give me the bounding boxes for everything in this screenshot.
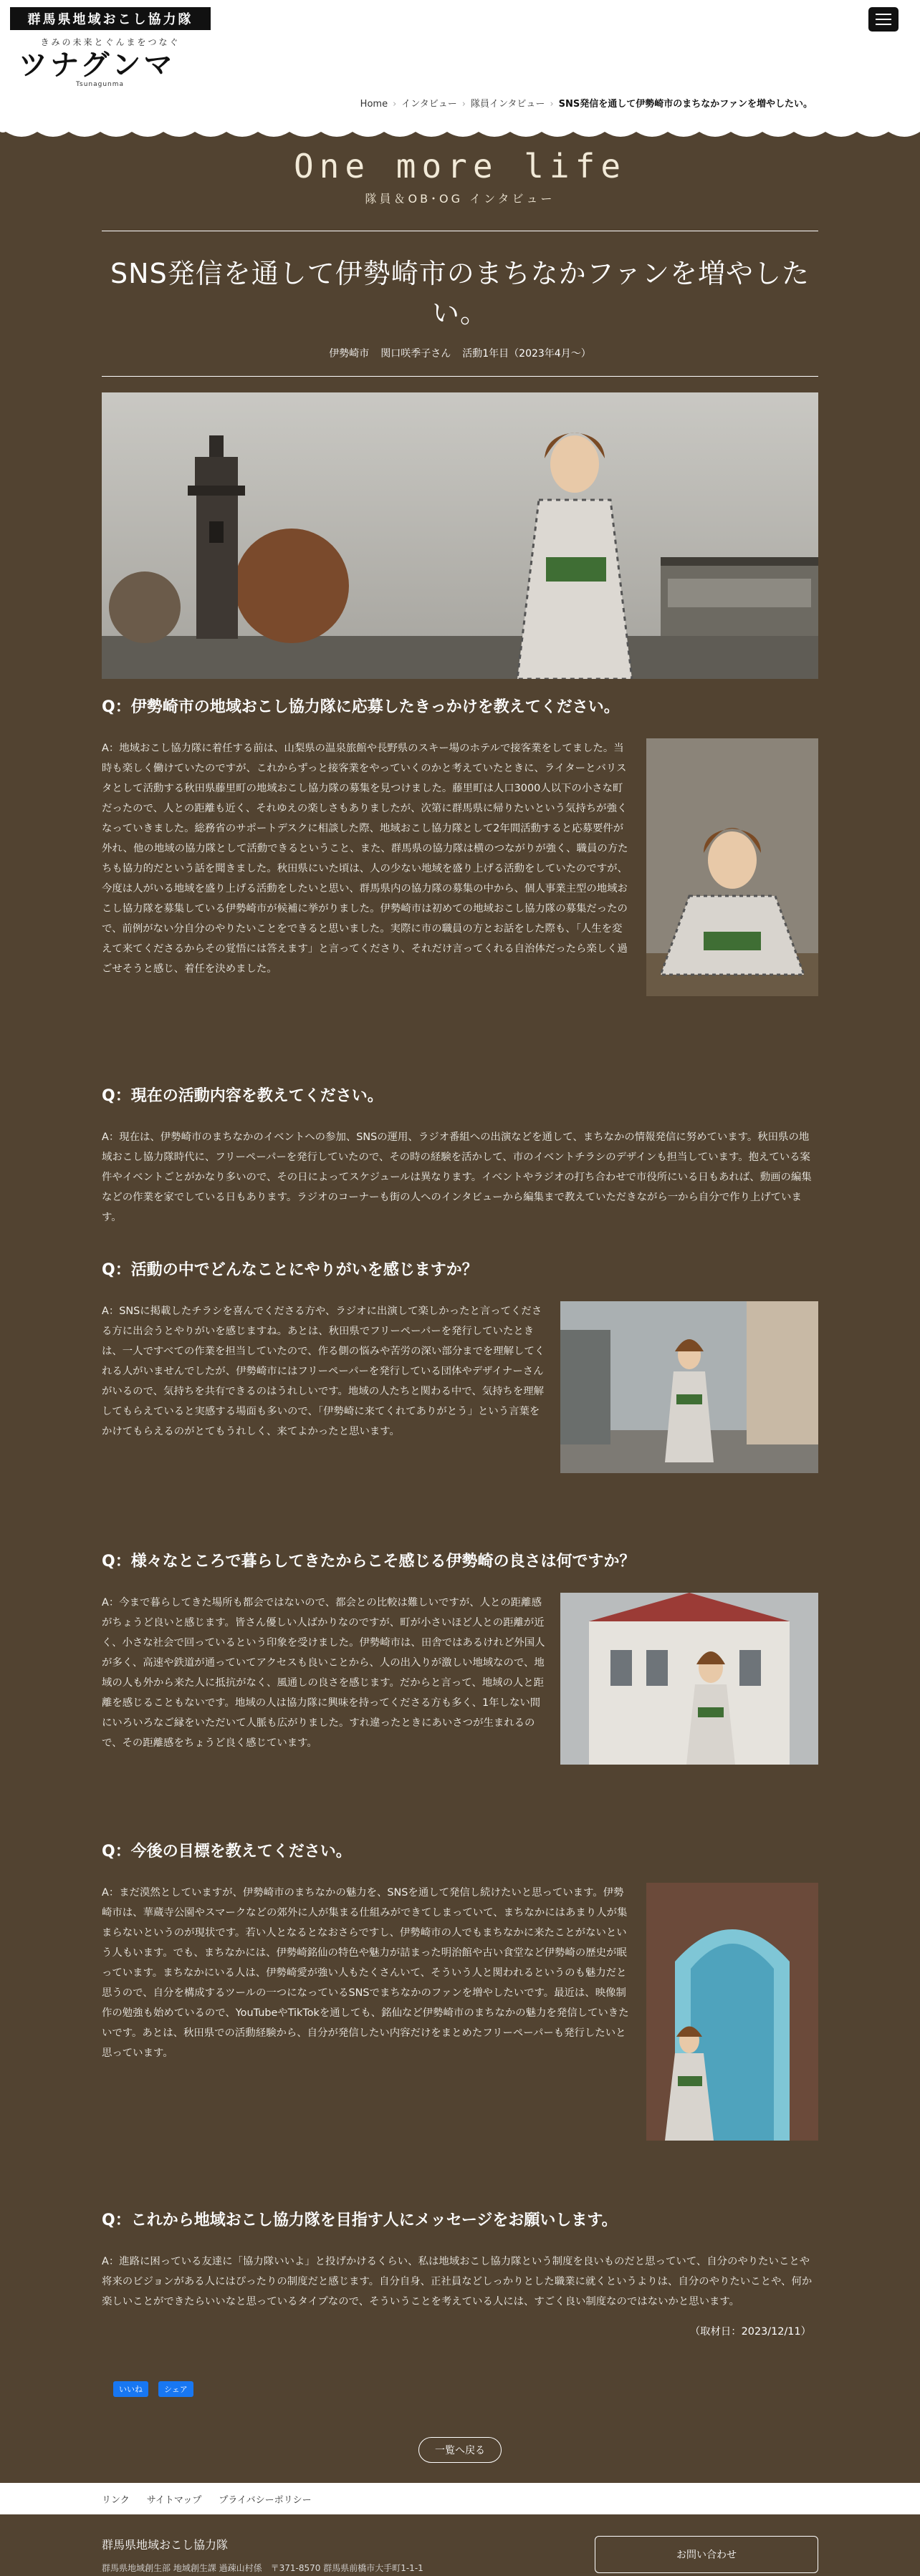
qa-answer: A：SNSに掲載したチラシを喜んでくださる方や、ラジオに出演して楽しかったと言ってくださる方に出会うとやりがいを感じますね。あとは、秋田県でフリーペーパーを発行していたときは、一人ですべての作業を担当していたので、作る側の悩みや苦労の深い部分までを理解してくれる人がいませんでしたが、伊勢崎市にはフリーペーパーを発行している団体やデザイナーさんがいるので、気持ちを共有できるのはうれしいです。地域の人たちと関わる中で、気持ちを理解してもらえていると実感する場面も多いので、「伊勢崎に来てくれてありがとう」という言葉をかけてもらえるのがとてもうれしく、来てよかったと思います。 — [102, 1306, 545, 1437]
breadcrumb-sep-icon: › — [461, 99, 466, 110]
hamburger-line-icon — [876, 14, 891, 15]
qa-question: Q：これから地域おこし協力隊を目指す人にメッセージをお願いします。 — [102, 2211, 618, 2229]
qa-2 — [102, 1084, 818, 1227]
qa-question: Q：活動の中でどんなことにやりがいを感じますか？ — [102, 1261, 478, 1279]
qa-question: Q：現在の活動内容を教えてください。 — [102, 1087, 383, 1105]
logo-main: ツナグンマ — [19, 48, 176, 82]
intro-heading-ja: 隊員＆OB･OG インタビュー — [365, 192, 555, 206]
logo-sub: きみの未来とぐんまをつなぐ — [40, 37, 181, 47]
social-buttons — [102, 2381, 818, 2397]
interview-date: （取材日：2023/12/11） — [689, 2326, 811, 2338]
qa-photo — [560, 1593, 818, 1765]
wave-divider — [0, 127, 920, 142]
hamburger-menu-button[interactable] — [868, 7, 899, 32]
qa-5 — [102, 1839, 818, 2141]
logo-en: Tsunagunma — [76, 81, 125, 88]
meta-name: 関口咲季子さん — [380, 348, 451, 360]
qa-photo-image — [560, 1301, 818, 1473]
footer-links — [0, 2483, 920, 2514]
qa-question: Q：様々なところで暮らしてきたからこそ感じる伊勢崎の良さは何ですか？ — [102, 1553, 636, 1571]
qa-photo-image — [646, 738, 818, 996]
facebook-share-button[interactable]: シェア — [158, 2381, 193, 2397]
breadcrumb-interview[interactable]: インタビュー — [401, 99, 457, 110]
qa-4 — [102, 1549, 818, 1765]
breadcrumb-sep-icon: › — [550, 99, 554, 110]
qa-question: Q：伊勢崎市の地域おこし協力隊に応募したきっかけを教えてください。 — [102, 698, 620, 716]
breadcrumb-current: SNS発信を通して伊勢崎市のまちなかファンを増やしたい。 — [558, 99, 813, 110]
meta-period: 活動1年目（2023年4月〜） — [462, 348, 591, 360]
qa-photo — [646, 738, 818, 996]
site-footer — [0, 2514, 920, 2576]
footer-address: 群馬県地域創生部 地域創生課 過疎山村係 〒371-8570 群馬県前橋市大手町1-1-1 — [102, 2563, 423, 2573]
article — [102, 231, 818, 2483]
qa-answer: A：地域おこし協力隊に着任する前は、山梨県の温泉旅館や長野県のスキー場のホテルで接客業をしてました。当時も楽しく働けていたのですが、これからずっと接客業をやっていくのかと考えていたときに、ライターとバリスタとして活動する秋田県藤里町の地域おこし協力隊の募集を見つけました。藤里町は人口3000人以下の小さな町だったので、人との距離も近く、それゆえの楽しさもありましたが、次第に群馬県に帰りたいという気持ちが強くなっていきました。総務省のサポートデスクに相談した際、地域おこし協力隊として2年間活動すると応募要件が外れ、他の地域の協力隊として活動できるということ、また、群馬県の協力隊は横のつながりが強く、職員の方たちも協力的だという話を聞きました。秋田県にいた頃は、人の少ない地域を盛り上げる活動をしていたのですが、今度は人がいる地域を盛り上げる活動をしたいと思い、群馬県内の協力隊の募集の中から、個人事業主型の地域おこし協力隊を募集している伊勢崎市が候補に挙がりました。伊勢崎市は初めての地域おこし協力隊の募集だったので、前例がない分自分のやりたいことをできると思いました。実際に市の職員の方とお話をした際も、「人生を変えて来てくださるからその覚悟には答えます」と言ってくださり、それだけ言ってくれる自治体だったら楽しく過ごせそうと感じ、着任を決めました。 — [102, 743, 628, 975]
hamburger-line-icon — [876, 24, 891, 25]
qa-answer: A：今まで暮らしてきた場所も都会ではないので、都会との比較は難しいですが、人との距離感がちょうど良いと感じます。皆さん優しい人ばかりなのですが、町が小さいほど人との距離が近く、小さな社会で回っているという印象を受けました。伊勢崎市は、田舎ではあるけれど外国人が多く、高速や鉄道が通っていてアクセスも良いことから、人の出入りが激しい地域なので、地域の人も外から来た人に抵抗がなく、風通しの良さを感じます。だからと言って、地域の人と距離を感じることもないです。地域の人は協力隊に興味を持ってくださる方も多く、1年しない間にいろいろなご縁をいただいて人脈も広がりました。すれ違ったときにあいさつが生まれるので、その距離感をちょうど良く感じています。 — [102, 1597, 545, 1749]
breadcrumb-home[interactable]: Home — [360, 99, 388, 110]
footer-link-links[interactable]: リンク — [102, 2494, 130, 2506]
article-title: SNS発信を通して伊勢崎市のまちなかファンを増やしたい。 — [110, 258, 810, 329]
qa-answer: A：現在は、伊勢崎市のまちなかのイベントへの参加、SNSの運用、ラジオ番組への出演などを通して、まちなかの情報発信に努めています。秋田県の地域おこし協力隊時代に、フリーペーパーを発行していたので、その時の経験を活かして、市のイベントチラシのデザインも担当しています。抱えている案件やイベントごとがかなり多いので、その日によってスケジュールは異なります。イベントやラジオの打ち合わせで市役所にいる日もあれば、動画の編集などの作業を家でしている日もあります。ラジオのコーナーも街の人へのインタビューから編集まで教えていただきながら一から自分で作り上げています。 — [102, 1132, 812, 1223]
hero-photo — [102, 392, 818, 679]
footer-org-name: 群馬県地域おこし協力隊 — [102, 2538, 229, 2552]
hamburger-line-icon — [876, 19, 891, 20]
contact-button[interactable]: お問い合わせ — [595, 2536, 818, 2573]
breadcrumb-member-interview[interactable]: 隊員インタビュー — [470, 99, 545, 110]
logo-top: 群馬県地域おこし協力隊 — [10, 7, 211, 30]
footer-link-sitemap[interactable]: サイトマップ — [146, 2494, 202, 2506]
meta-city: 伊勢崎市 — [329, 348, 370, 360]
qa-3 — [102, 1258, 818, 1473]
qa-photo-image — [646, 1883, 818, 2141]
breadcrumb-sep-icon: › — [393, 99, 397, 110]
back-wrap — [102, 2437, 818, 2483]
qa-answer: A：まだ漠然としていますが、伊勢崎市のまちなかの魅力を、SNSを通して発信し続けたいと思っています。伊勢崎市は、華蔵寺公園やスマークなどの郊外に人が集まる仕組みができてしまっていて、まちなかにはあまり人が集まらないというのが現状です。若い人となるとなおさらですし、伊勢崎市の人でもまちなかに来たことがないという人もいます。でも、まちなかには、伊勢崎銘仙の特色や魅力が詰まった明治館や古い食堂など伊勢崎の歴史が眠っています。まちなかにいる人は、伊勢崎愛が強い人もたくさんいて、そういう人と関われるというのも魅力だと思うので、自分を構成するツールの一つになっているSNSでまちなかのファンを増やしたいです。最近は、映像制作の勉強も始めているので、YouTubeやTikTokを通しても、銘仙など伊勢崎市のまちなかの魅力を発信していきたいです。あとは、秋田県での活動経験から、自分が発信したい内容だけをまとめたフリーペーパーも発行したいと思っています。 — [102, 1887, 629, 2059]
qa-1 — [102, 695, 818, 996]
qa-answer: A：進路に困っている友達に「協力隊いいよ」と投げかけるくらい、私は地域おこし協力隊という制度を良いものだと思っていて、自分のやりたいことや将来のビジョンがある人にはぴったりの制度だと感じます。自分自身、正社員などしっかりとした職業に就くというよりは、自分のやりたいことや、何か楽しいことができたらいいなと思っているタイプなので、そういうことを考えている人には、すごく良い制度なのではないかと思います。 — [102, 2256, 813, 2307]
back-to-list-button[interactable]: 一覧へ戻る — [418, 2437, 502, 2463]
article-meta — [102, 346, 818, 360]
intro-heading-en: One more life — [293, 147, 627, 185]
facebook-like-button[interactable]: いいね — [113, 2381, 148, 2397]
site-logo[interactable] — [10, 7, 211, 88]
qa-6 — [102, 2208, 818, 2338]
article-title-block — [102, 231, 818, 377]
footer-link-privacy[interactable]: プライバシーポリシー — [219, 2494, 312, 2506]
site-header — [0, 0, 920, 129]
breadcrumb — [360, 96, 813, 110]
qa-photo-image — [560, 1593, 818, 1765]
qa-photo — [646, 1883, 818, 2141]
hero-photo-image — [102, 392, 818, 679]
qa-photo — [560, 1301, 818, 1473]
qa-question: Q：今後の目標を教えてください。 — [102, 1843, 352, 1861]
